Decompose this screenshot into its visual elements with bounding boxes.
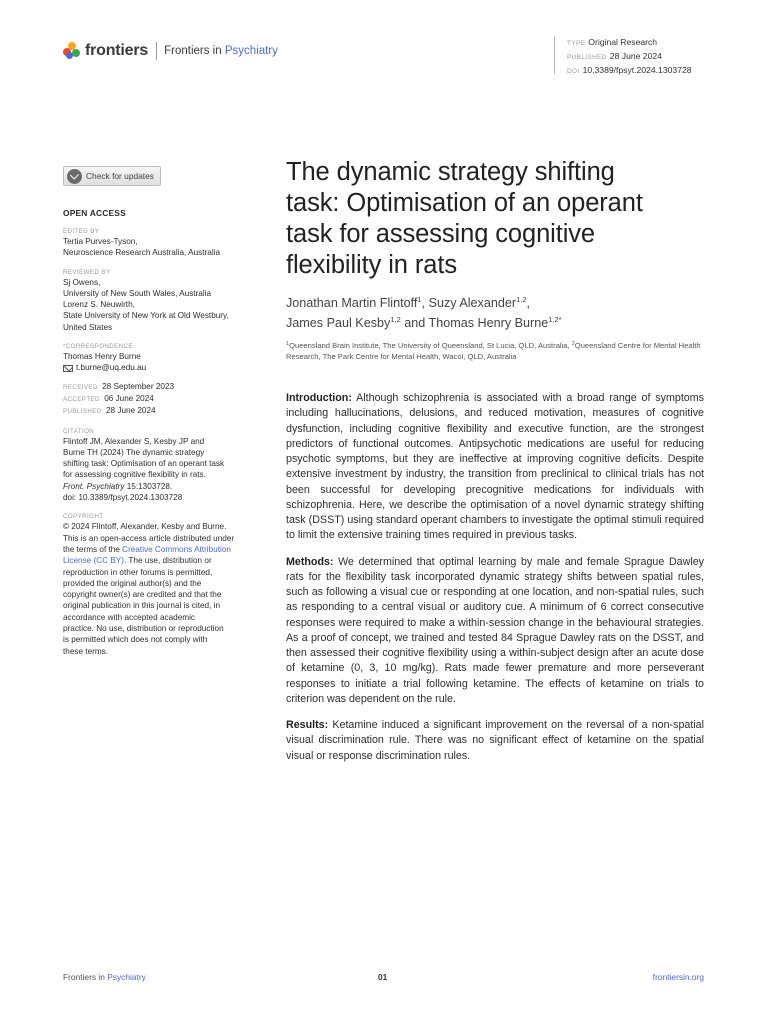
- abstract-introduction: Introduction: Although schizophrenia is associated with a broad range of symptoms including hallucinations, delusions, and reduced motivation, measures of cognitive dysfunction, including cognitive flexibility and executive function, are the strongest predictors of functional outcomes. Antipsychotic medications are useful for reducing psychotic symptoms, but they are ineffective at improving cognitive deficits. Despite extensive investment by industry, the transition from preclinical to clinical trials has not been successful for developing precognitive medications for individuals with schizophrenia. Here, we describe the optimisation of a novel dynamic strategy shifting task (DSST) using standard operant chambers to investigate the optimal stimuli required to limit the extensive training times required in previous tasks.: [286, 392, 704, 542]
- citation-doi[interactable]: doi: 10.3389/fpsyt.2024.1303728: [63, 493, 183, 503]
- citation-line: for assessing cognitive flexibility in rats.: [63, 470, 206, 480]
- citation-line: Flintoff JM, Alexander S, Kesby JP and: [63, 436, 205, 446]
- copyright-line: provided the original author(s) and the: [63, 578, 202, 588]
- copyright-label: COPYRIGHT: [63, 513, 104, 521]
- edited-by-affiliation: Neuroscience Research Australia, Australia: [63, 248, 221, 258]
- reviewer-affiliation: University of New South Wales, Australia: [63, 288, 212, 298]
- affiliations: $^1$Queensland Brain Institute, The University of Queensland, St Lucia, QLD, Australia, $^2$Queensland Centre for Mental Health Research, The Park Centre for Mental Health, Wacol, QLD, Australia: [286, 341, 701, 361]
- copyright-line: original publication in this journal is cited, in: [63, 601, 221, 611]
- copyright-line: This is an open-access article distributed under: [63, 533, 235, 543]
- copyright-line: the terms of the Creative Commons Attribution: [63, 544, 231, 554]
- article-meta: [554, 36, 692, 74]
- abstract-methods: Methods: We determined that optimal learning by male and female Sprague Dawley rats for the flexibility task incorporated dynamic strategy shifts between spatial rules, such as following a visual cue or responding at one location, and non-spatial rules, such as responding to a central visual or auditory cue. A minimum of 6 correct consecutive responses were required to make a within-session change in the behavioural strategies. As a proof of concept, we trained and tested 84 Sprague Dawley rats on the DSST, and then assessed their cognitive flexibility using a within-subject design after an acute dose of ketamine (0, 3, 10 mg/kg). Rats made fewer premature and more perseverant responses to initiate a trial following ketamine. The effects of ketamine on trials to criterion was dependent on the rule.: [286, 555, 704, 705]
- published-date: PUBLISHED 28 June 2024: [63, 406, 156, 416]
- correspondence-email[interactable]: [63, 362, 257, 373]
- abstract-results: Results: Ketamine induced a significant improvement on the reversal of a non-spatial visual discrimination rule. There was no significant effect of ketamine on the spatial visual or response discrimination rules.: [286, 719, 704, 762]
- author-name[interactable]: James Paul Kesby: [286, 315, 391, 330]
- reviewer-affiliation: State University of New York at Old Westbury,: [63, 311, 229, 321]
- meta-type: TYPE Original Research: [567, 37, 658, 47]
- envelope-icon: [63, 365, 73, 372]
- copyright-line: these terms.: [63, 646, 109, 656]
- copyright-line: practice. No use, distribution or reproduction: [63, 624, 224, 634]
- page-number: 01: [378, 972, 388, 982]
- copyright-line: is permitted which does not comply with: [63, 635, 208, 645]
- check-for-updates-button[interactable]: [63, 166, 161, 186]
- logo-divider: [156, 42, 157, 60]
- reviewer-affiliation: United States: [63, 322, 113, 332]
- correspondence-label: *CORRESPONDENCE: [63, 343, 133, 351]
- open-access-label: OPEN ACCESS: [63, 208, 126, 218]
- abstract: [286, 391, 704, 775]
- received-date: RECEIVED 28 September 2023: [63, 381, 175, 391]
- email-text[interactable]: t.burne@uq.edu.au: [76, 363, 147, 373]
- copyright-line: © 2024 Flintoff, Alexander, Kesby and Burne.: [63, 522, 227, 532]
- reviewer-name: Sj Owens,: [63, 277, 101, 287]
- article-sidebar: [63, 166, 257, 657]
- author-name[interactable]: Suzy Alexander: [428, 296, 517, 310]
- citation-line: Burne TH (2024) The dynamic strategy: [63, 447, 205, 457]
- meta-published: PUBLISHED 28 June 2024: [567, 51, 662, 62]
- reviewed-by-label: REVIEWED BY: [63, 268, 111, 276]
- frontiers-logo[interactable]: [63, 42, 278, 60]
- check-for-updates-label: Check for updates: [86, 171, 154, 181]
- citation-label: CITATION: [63, 427, 95, 435]
- logo-wordmark: frontiers: [85, 42, 149, 59]
- frontiers-logo-icon: [63, 42, 81, 60]
- author-name[interactable]: Thomas Henry Burne: [428, 315, 549, 330]
- cc-license-link[interactable]: License (CC BY): [63, 556, 124, 566]
- edited-by-name: Tertia Purves-Tyson,: [63, 237, 138, 246]
- reviewer-name: Lorenz S. Neuwirth,: [63, 300, 135, 310]
- journal-name: Frontiers in Psychiatry: [164, 45, 278, 57]
- accepted-date: ACCEPTED 06 June 2024: [63, 393, 154, 403]
- cc-license-link[interactable]: Creative Commons Attribution: [122, 544, 231, 554]
- copyright-line: accordance with accepted academic: [63, 612, 195, 622]
- footer-site-link[interactable]: frontiersin.org: [652, 972, 704, 982]
- meta-doi: DOI 10.3389/fpsyt.2024.1303728: [567, 65, 692, 76]
- citation-line: shifting task: Optimisation of an operant task: [63, 459, 225, 469]
- author-name[interactable]: Jonathan Martin Flintoff: [286, 296, 418, 310]
- footer-journal: Frontiers in Psychiatry: [63, 972, 146, 982]
- article-title: The dynamic strategy shifting task: Optimisation of an operant task for assessing cognitive flexibility in rats: [286, 158, 643, 279]
- copyright-line: License (CC BY). The use, distribution or: [63, 556, 212, 566]
- checkmark-icon: [67, 169, 82, 184]
- citation-journal: Front. Psychiatry 15:1303728.: [63, 481, 173, 491]
- edited-by-label: EDITED BY: [63, 228, 100, 235]
- copyright-line: reproduction in other forums is permitted,: [63, 567, 213, 577]
- correspondence-name: Thomas Henry Burne: [63, 352, 141, 362]
- copyright-line: copyright owner(s) are credited and that the: [63, 590, 222, 600]
- author-list: Jonathan Martin Flintoff$^1$, Suzy Alexander$^{1,2}$, James Paul Kesby$^{1,2}$ and Thomas Henry Burne$^{1,2*}$: [286, 295, 562, 330]
